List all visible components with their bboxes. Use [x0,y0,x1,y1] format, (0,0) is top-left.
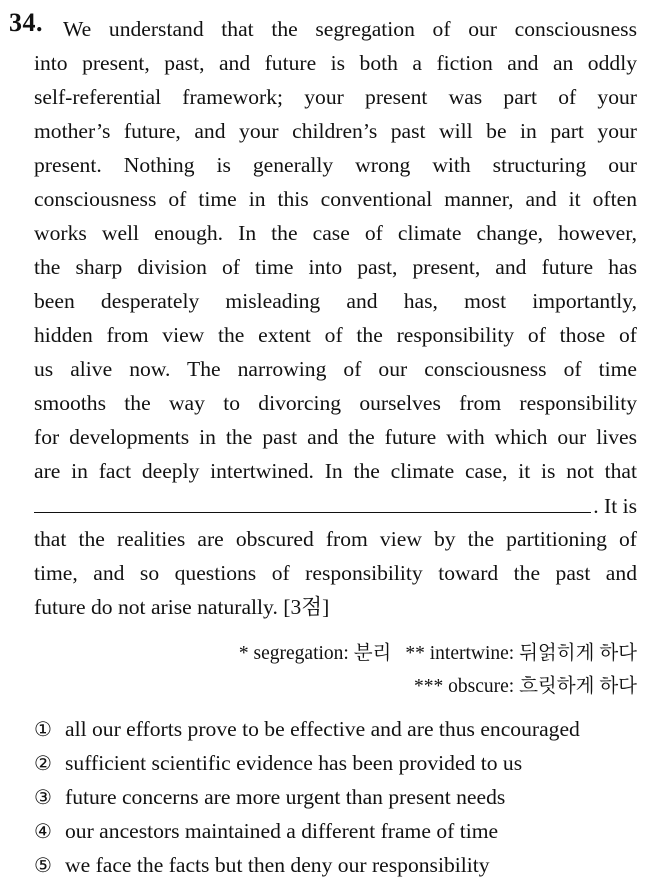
passage-line: present. Nothing is generally wrong with structuring our [34,153,637,177]
passage-line: mother’s future, and your children’s past will be in part your [34,119,637,143]
option-text: we face the facts but then deny our responsibility [65,853,490,877]
passage-final-line [34,590,637,624]
passage-line: consciousness of time in this conventional manner, and it often [34,187,637,211]
option-marker: ⑤ [34,853,52,877]
answer-blank [34,488,591,513]
option-text: all our efforts prove to be effective and are thus encouraged [65,717,580,741]
passage-line: into present, past, and future is both a fiction and an oddly [34,51,637,75]
footnote-obscure: *** obscure: 흐릿하게 하다 [414,676,637,697]
option-text: future concerns are more urgent than present needs [65,785,506,809]
option-text: sufficient scientific evidence has been provided to us [65,751,523,775]
passage-line: are in fact deeply intertwined. In the climate case, it is not that [34,459,637,483]
passage [34,12,637,624]
option-2[interactable] [34,746,654,780]
passage-line: We understand that the segregation of our consciousness [63,17,637,41]
passage-line: the sharp division of time into past, present, and future has [34,255,637,279]
option-text: our ancestors maintained a different frame of time [65,819,499,843]
option-marker: ④ [34,819,52,843]
answer-options [34,712,654,882]
passage-line: for developments in the past and the future with which our lives [34,425,637,449]
question-number: 34. [9,8,43,37]
footnote-intertwine: ** intertwine: 뒤얽히게 하다 [405,643,637,664]
blank-line [34,488,637,522]
passage-line: us alive now. The narrowing of our consciousness of time [34,357,637,381]
option-marker: ② [34,751,52,775]
footnotes [239,637,637,703]
option-marker: ① [34,717,52,741]
passage-line: been desperately misleading and has, most importantly, [34,289,637,313]
passage-line: self-referential framework; your present was part of your [34,85,637,109]
points-badge: [3점] [283,595,330,619]
passage-line: that the realities are obscured from view by the partitioning of [34,527,637,551]
option-1[interactable] [34,712,654,746]
option-5[interactable] [34,848,654,882]
passage-line: smooths the way to divorcing ourselves from responsibility [34,391,637,415]
passage-final-text: future do not arise naturally. [34,595,278,619]
passage-line: works well enough. In the case of climate change, however, [34,221,637,245]
footnote-line [239,637,637,670]
blank-tail-text: . It is [593,494,637,518]
option-3[interactable] [34,780,654,814]
passage-line: time, and so questions of responsibility toward the past and [34,561,637,585]
option-marker: ③ [34,785,52,809]
option-4[interactable] [34,814,654,848]
passage-line: hidden from view the extent of the responsibility of those of [34,323,637,347]
footnote-segregation: * segregation: 분리 [238,643,392,664]
